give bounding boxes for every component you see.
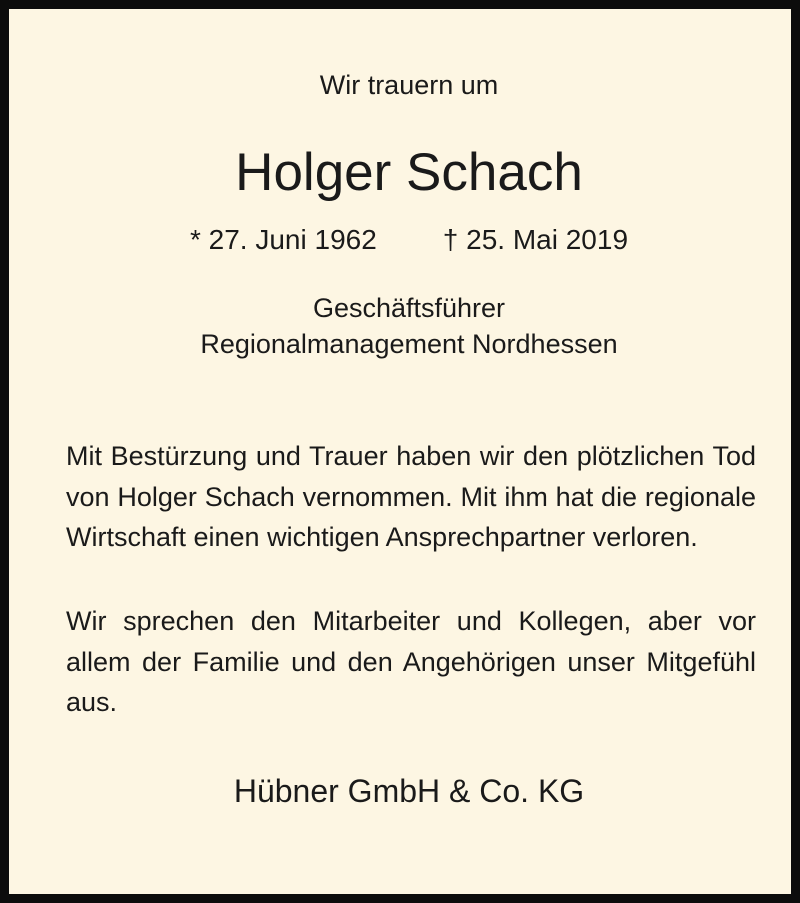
condolence-paragraph-2: Wir sprechen den Mitarbeiter und Kollegen, aber vor allem der Familie und den Angehörigen unser Mitgefühl aus.: [66, 606, 756, 717]
birth-date: * 27. Juni 1962: [189, 224, 377, 255]
death-date: † 25. Mai 2019: [442, 224, 629, 255]
organization-name: Regionalmanagement Nordhessen: [200, 329, 618, 359]
life-dates: [9, 221, 800, 259]
job-title: Geschäftsführer: [312, 293, 506, 323]
deceased-name: Holger Schach: [235, 143, 583, 202]
condolence-paragraph-1: Mit Bestürzung und Trauer haben wir den plötzlichen Tod von Holger Schach vernommen. Mit ihm hat die regionale Wirtschaft einen wichtigen Ansprechpartner verloren.: [66, 441, 756, 552]
intro-text: Wir trauern um: [319, 70, 499, 100]
company-signature: Hübner GmbH & Co. KG: [233, 773, 585, 809]
